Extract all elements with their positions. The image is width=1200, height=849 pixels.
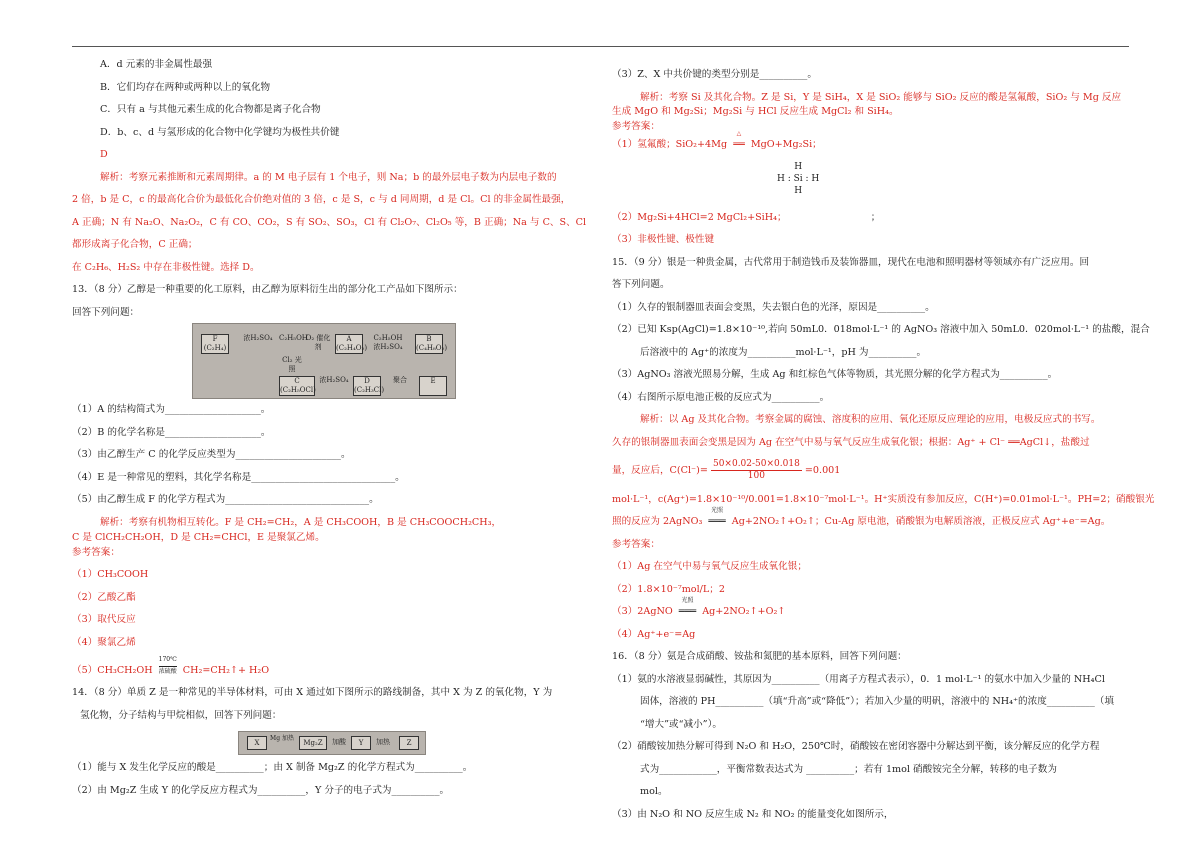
q13-question: （1）A 的结构简式为____________________。 <box>72 404 271 416</box>
reaction-condition: 光照 ═══ <box>676 605 699 619</box>
lewis-middle: H : Si : H <box>777 173 820 184</box>
q15-answer-3 <box>612 597 1142 619</box>
q15-analysis: 久存的银制器皿表面会变黑是因为 Ag 在空气中易与氧气反应生成氧化银；根据：Ag⁺ + Cl⁻ ══AgCl↓，盐酸过 <box>612 436 1090 448</box>
flow-cond: Mg 加热 <box>270 735 294 743</box>
q15-answer: （2）1.8×10⁻⁷mol/L；2 <box>612 583 725 595</box>
q14-analysis: 解析：考察 Si 及其化合物。Z 是 Si，Y 是 SiH₄，X 是 SiO₂ 能够与 SiO₂ 反应的酸是氢氟酸，SiO₂ 与 Mg 反应 <box>640 91 1122 103</box>
flow-cond: C₂H₅OH 浓H₂SO₄ <box>373 334 403 352</box>
flow-node-x: X <box>247 736 267 750</box>
q15-analysis-light <box>612 507 1142 529</box>
q14-stem-cont: 氢化物，分子结构与甲烷相似，回答下列问题： <box>80 709 282 721</box>
q12-option-b: B．它们均存在两种或两种以上的氧化物 <box>100 81 271 93</box>
ref-answer-label: 参考答案： <box>612 121 660 133</box>
q13-answer: （1）CH₃COOH <box>72 569 149 581</box>
q15-question: （1）久存的银制器皿表面会变黑，失去银白色的光泽，原因是__________。 <box>612 301 935 313</box>
q15-question-cont: 后溶液中的 Ag⁺的浓度为__________mol·L⁻¹，pH 为__________。 <box>640 346 927 358</box>
q15-ans3-pre: （3）2AgNO <box>612 606 673 618</box>
condition-top: 光照 <box>711 507 724 515</box>
q14-answer-2 <box>612 211 1142 225</box>
q14-ans1-post: MgO+Mg₂Si； <box>750 139 822 151</box>
flow-cond: Cl₂ 光照 <box>282 356 302 374</box>
flow-cond: 浓H₂SO₄ <box>319 376 349 385</box>
q15-question: （4）右图所示原电池正极的反应式为__________。 <box>612 391 830 403</box>
reaction-condition: △ ══ <box>730 138 748 152</box>
flow-cond: O₂ 催化剂 <box>305 334 331 352</box>
q14-question-3: （3）Z、X 中共价键的类型分别是__________。 <box>612 69 817 80</box>
q16-question-cont: 式为____________，平衡常数表达式为 __________；若有 1mol 硝酸铵完全分解，转移的电子数为 <box>640 763 1057 775</box>
flow-node-e: E <box>419 376 447 396</box>
condition-bottom: 浓硫酸 <box>158 667 177 675</box>
q12-analysis-line: 都形成离子化合物，C 正确； <box>72 239 198 250</box>
fraction-denominator: 100 <box>747 471 765 482</box>
q14-flow-diagram <box>72 731 602 753</box>
fraction <box>711 459 802 482</box>
q14-question: （2）由 Mg₂Z 生成 Y 的化学反应方程式为__________，Y 分子的电子式为__________。 <box>72 784 450 796</box>
ref-answer-label: 参考答案： <box>72 546 120 558</box>
q16-question-cont: mol。 <box>640 786 668 798</box>
flow-node-ethanol: C₂H₅OH <box>279 334 308 343</box>
left-column <box>72 58 602 806</box>
q14-stem: 14．（8 分）单质 Z 是一种常见的半导体材料，可由 X 通过如下图所示的路线制备，其中 X 为 Z 的氧化物，Y 为 <box>72 687 553 699</box>
q14-ans2-text: （2）Mg₂Si+4HCl=2 MgCl₂+SiH₄； <box>612 211 787 223</box>
q12-answer: D <box>100 149 108 160</box>
q14-question: （1）能与 X 发生化学反应的酸是__________；由 X 制备 Mg₂Z 的化学方程式为__________。 <box>72 762 473 774</box>
q16-question: （1）氨的水溶液显弱碱性，其原因为__________（用离子方程式表示），0．1 mol·L⁻¹ 的氨水中加入少量的 NH₄Cl <box>612 673 1105 685</box>
q15-analysis-post: Ag+2NO₂↑+O₂↑；Cu-Ag 原电池，硝酸银为电解质溶液，正极反应式 Ag⁺+e⁻=Ag。 <box>731 516 1111 528</box>
q12-option-a: A．d 元素的非金属性最强 <box>100 59 213 70</box>
flow-node-d: D (C₂H₃Cl) <box>354 377 385 395</box>
q13-question: （2）B 的化学名称是____________________。 <box>72 426 271 438</box>
q12-analysis-line: 解析：考察元素推断和元素周期律。a 的 M 电子层有 1 个电子，则 Na；b 的最外层电子数为内层电子数的 <box>100 171 557 183</box>
fraction-result: =0.001 <box>804 465 841 477</box>
fraction-numerator: 50×0.02-50×0.018 <box>712 459 800 470</box>
q16-question-cont: 固体，溶液的 PH__________（填“升高”或“降低”）；若加入少量的明矾，溶液中的 NH₄⁺的浓度__________（填 <box>640 696 1114 708</box>
q15-analysis-pre: 照的反应为 2AgNO₃ <box>612 516 703 528</box>
q15-analysis: mol·L⁻¹，c(Ag⁺)=1.8×10⁻¹⁰/0.001=1.8×10⁻⁷mol·L⁻¹。H⁺实质没有参加反应，C(H⁺)=0.01mol·L⁻¹。PH=2；硝酸银光 <box>612 493 1155 505</box>
flow-node-y: Y <box>351 736 371 750</box>
q12-analysis-line: 在 C₂H₆、H₂S₂ 中存在非极性键。选择 D。 <box>72 261 260 273</box>
flow-image <box>238 731 426 755</box>
q13-question: （5）由乙醇生成 F 的化学方程式为______________________________。 <box>72 494 379 506</box>
q14-analysis: 生成 MgO 和 Mg₂Si；Mg₂Si 与 HCl 反应生成 MgCl₂ 和 SiH₄。 <box>612 106 899 118</box>
flow-cond: 加酸 <box>332 738 346 747</box>
q15-answer: （4）Ag⁺+e⁻=Ag <box>612 628 696 640</box>
q13-question: （3）由乙醇生产 C 的化学反应类型为______________________。 <box>72 449 351 461</box>
q13-flow-diagram <box>72 323 602 397</box>
flow-cond: 聚合 <box>393 376 407 385</box>
q13-answer-5 <box>72 655 602 678</box>
q14-ans1-pre: （1）氢氟酸；SiO₂+4Mg <box>612 139 728 151</box>
flow-node-c: C (C₂H₅OCl) <box>280 377 316 395</box>
q16-question-cont: “增大”或“减小”）。 <box>640 718 722 730</box>
q13-stem: 13．（8 分）乙醇是一种重要的化工原料，由乙醇为原料衍生出的部分化工产品如下图所示： <box>72 284 463 295</box>
q16-question: （3）由 N₂O 和 NO 反应生成 N₂ 和 NO₂ 的能量变化如图所示， <box>612 808 894 820</box>
header-rule <box>72 46 1129 47</box>
lewis-structure <box>777 161 819 197</box>
right-column <box>612 68 1155 830</box>
q15-stem-cont: 答下列问题。 <box>612 279 670 291</box>
q15-analysis-pre: 量，反应后，C(Cl⁻)= <box>612 465 708 477</box>
q16-stem: 16．（8 分）氨是合成硝酸、铵盐和氮肥的基本原料，回答下列问题： <box>612 651 907 663</box>
q13-answer: （2）乙酸乙酯 <box>72 591 136 603</box>
q13-analysis: 解析：考察有机物相互转化。F 是 CH₂=CH₂，A 是 CH₃COOH，B 是 CH₃COOCH₂CH₃， <box>100 516 502 528</box>
q15-question: （2）已知 Ksp(AgCl)=1.8×10⁻¹⁰,若向 50mL0．018mol·L⁻¹ 的 AgNO₃ 溶液中加入 50mL0．020mol·L⁻¹ 的盐酸，混合 <box>612 324 1150 336</box>
condition-top: 170℃ <box>158 655 177 663</box>
q13-ans5-pre: （5）CH₃CH₂OH <box>72 664 153 676</box>
lewis-h-top: H <box>794 161 803 172</box>
q12-analysis-line: A 正确；N 有 Na₂O、Na₂O₂，C 有 CO、CO₂，S 有 SO₂、SO₃，Cl 有 Cl₂O₇、Cl₂O₅ 等，B 正确；Na 与 C、S、Cl <box>72 216 587 228</box>
q12-option-c: C．只有 a 与其他元素生成的化合物都是离子化合物 <box>100 104 321 115</box>
lewis-h-bottom: H <box>794 185 803 196</box>
q16-question: （2）硝酸铵加热分解可得到 N₂O 和 H₂O，250℃时，硝酸铵在密闭容器中分解达到平衡，该分解反应的化学方程 <box>612 741 1100 753</box>
flow-cond: 加热 <box>376 738 390 747</box>
q15-answer: （1）Ag 在空气中易与氧气反应生成氧化银； <box>612 561 807 573</box>
q15-ans3-post: Ag+2NO₂↑+O₂↑ <box>702 606 786 618</box>
q13-question: （4）E 是一种常见的塑料，其化学名称是______________________________。 <box>72 471 405 483</box>
q12-analysis-line: 2 倍，b 是 C，c 的最高化合价为最低化合价绝对值的 3 倍，c 是 S，c 与 d 同周期，d 是 Cl。Cl 的非金属性最强， <box>72 194 571 205</box>
flow-node-a: A (C₂H₄O₂) <box>336 335 368 353</box>
reaction-condition <box>156 655 180 678</box>
flow-cond: 浓H₂SO₄ <box>243 334 273 343</box>
q15-analysis-frac-line <box>612 458 1142 484</box>
condition-top: 光照 <box>681 597 694 605</box>
q15-analysis: 解析：以 Ag 及其化合物。考察金属的腐蚀、溶度积的应用、氧化还原反应理论的应用，电极反应式的书写。 <box>640 414 1101 426</box>
flow-node-z: Z <box>399 736 419 750</box>
q13-answer: （4）聚氯乙烯 <box>72 636 136 648</box>
q13-answer: （3）取代反应 <box>72 614 136 626</box>
flow-node-b: B (C₄H₈O₂) <box>416 335 448 353</box>
q13-prompt: 回答下列问题： <box>72 306 140 318</box>
q13-ans5-post: CH₂=CH₂↑+ H₂O <box>182 664 270 676</box>
q12-option-d: D．b、c、d 与氢形成的化合物中化学键均为极性共价键 <box>100 126 340 138</box>
q14-answer-3: （3）非极性键、极性键 <box>612 234 715 246</box>
q14-answer-1 <box>612 130 1142 152</box>
q13-analysis: C 是 ClCH₂CH₂OH，D 是 CH₂=CHCl，E 是聚氯乙烯。 <box>72 531 325 543</box>
flow-image <box>192 323 456 399</box>
flow-node-mg2z: Mg₂Z <box>299 736 327 750</box>
reaction-condition: 光照 ═══ <box>705 515 728 529</box>
q15-stem: 15．（9 分）银是一种贵金属，古代常用于制造钱币及装饰器皿，现代在电池和照明器材等领域亦有广泛应用。回 <box>612 256 1090 268</box>
flow-node-f: F (C₂H₄) <box>201 334 229 354</box>
ref-answer-label: 参考答案： <box>612 538 660 550</box>
sih4-lewis-structure <box>612 161 1142 205</box>
condition-top: △ <box>736 130 742 138</box>
q14-ans2-tail: ； <box>870 211 881 223</box>
q15-question: （3）AgNO₃ 溶液光照易分解，生成 Ag 和红棕色气体等物质，其光照分解的化学方程式为__________。 <box>612 369 1058 381</box>
